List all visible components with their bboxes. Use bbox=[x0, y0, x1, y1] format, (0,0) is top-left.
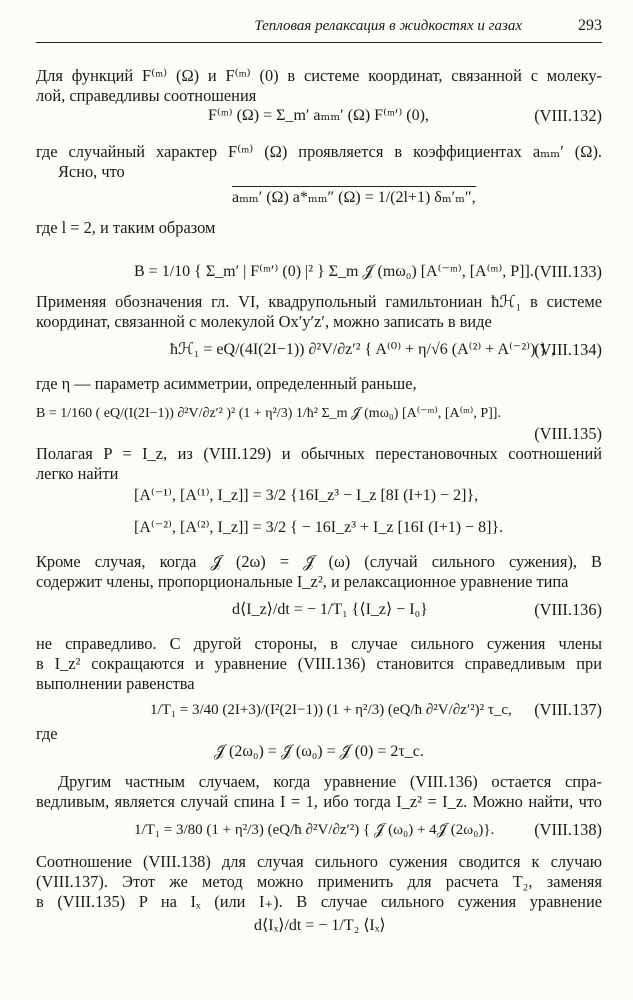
equation-number: (VIII.135) bbox=[534, 424, 602, 443]
text-line: Применяя обозначения гл. VI, квадрупольный гамильтониан ħℋ₁ в системе bbox=[36, 292, 602, 311]
equation-number: (VIII.138) bbox=[534, 820, 602, 839]
text-line: Ясно, что bbox=[58, 162, 125, 181]
equation-spectral-density: 𝒥̃ (2ω₀) = 𝒥̃ (ω₀) = 𝒥̃ (0) = 2τ_c. bbox=[214, 743, 424, 760]
equation-134: ħℋ₁ = eQ/(4I(2I−1)) ∂²V/∂z′² { A⁽⁰⁾ + η/√6 (A⁽²⁾ + A⁽⁻²⁾) } , bbox=[170, 341, 556, 358]
equation-commutator-2: [A⁽⁻²⁾, [A⁽²⁾, I_z]] = 3/2 { − 16I_z³ + I_z [16I (I+1) − 8]}. bbox=[134, 519, 504, 536]
running-header bbox=[36, 14, 602, 43]
text-line: координат, связанной с молекулой Ox′y′z′, можно записать в виде bbox=[36, 312, 492, 331]
text-line: выполнении равенства bbox=[36, 674, 195, 693]
header-title: Тепловая релаксация в жидкостях и газах bbox=[254, 18, 522, 34]
text-line: лой, справедливы соотношения bbox=[36, 86, 257, 105]
page-number: 293 bbox=[578, 17, 602, 34]
equation-137: 1/T₁ = 3/40 (2I+3)/(I²(2I−1)) (1 + η²/3) (eQ/ħ ∂²V/∂z′²)² τ_c, bbox=[150, 702, 512, 718]
equation-number: (VIII.137) bbox=[534, 700, 602, 719]
text-line: где l = 2, и таким образом bbox=[36, 218, 216, 237]
equation-number: (VIII.132) bbox=[534, 106, 602, 125]
text-line: в (VIII.135) P на Iₓ (или I₊). В случае сильного сужения уравнение bbox=[36, 892, 602, 911]
text-line: где η — параметр асимметрии, определенный раньше, bbox=[36, 374, 417, 393]
text-line: Соотношение (VIII.138) для случая сильного сужения сводится к случаю bbox=[36, 852, 602, 871]
text-line: (VIII.137). Этот же метод можно применить для расчета T₂, заменяя bbox=[36, 872, 602, 891]
text-line: Для функций F⁽ᵐ⁾ (Ω) и F⁽ᵐ⁾ (0) в системе координат, связанной с молеку- bbox=[36, 66, 602, 85]
text-line: ведливым, является случай спина I = 1, ибо тогда I_z² = I_z. Можно найти, что bbox=[36, 792, 603, 811]
equation-number: (VIII.136) bbox=[534, 600, 602, 619]
equation-ensemble-average: aₘₘ′ (Ω) a*ₘₘ″ (Ω) = 1/(2l+1) δₘ′ₘ″, bbox=[232, 186, 476, 208]
equation-133: B = 1/10 { Σ_m′ | F⁽ᵐ′⁾ (0) |² } Σ_m 𝒥̃ (mω₀) [A⁽⁻ᵐ⁾, [A⁽ᵐ⁾, P]]. bbox=[134, 263, 534, 280]
equation-t2: d⟨Iₓ⟩/dt = − 1/T₂ ⟨Iₓ⟩ bbox=[254, 917, 386, 934]
equation-135: B = 1/160 ( eQ/(I(2I−1)) ∂²V/∂z′² )² (1 + η²/3) 1/ħ² Σ_m 𝒥̃ (mω₀) [A⁽⁻ᵐ⁾, [A⁽ᵐ⁾, P]]. bbox=[36, 406, 501, 421]
text-line: не справедливо. С другой стороны, в случае сильного сужения члены bbox=[36, 634, 602, 653]
equation-138: 1/T₁ = 3/80 (1 + η²/3) (eQ/ħ ∂²V/∂z′²) { 𝒥̃ (ω₀) + 4𝒥̃ (2ω₀)}. bbox=[134, 822, 495, 838]
text-line: Другим частным случаем, когда уравнение (VIII.136) остается спра- bbox=[58, 772, 602, 791]
equation-commutator-1: [A⁽⁻¹⁾, [A⁽¹⁾, I_z]] = 3/2 {16I_z³ − I_z [8I (I+1) − 2]}, bbox=[134, 487, 479, 504]
text-line: где случайный характер F⁽ᵐ⁾ (Ω) проявляется в коэффициентах aₘₘ′ (Ω). bbox=[36, 142, 602, 161]
text-line: в I_z² сокращаются и уравнение (VIII.136) становится справедливым при bbox=[36, 654, 602, 673]
equation-132: F⁽ᵐ⁾ (Ω) = Σ_m′ aₘₘ′ (Ω) F⁽ᵐ′⁾ (0), bbox=[208, 107, 429, 124]
text-line: где bbox=[36, 724, 58, 743]
text-line: Кроме случая, когда 𝒥̃ (2ω) = 𝒥̃ (ω) (случай сильного сужения), B bbox=[36, 552, 602, 571]
equation-number: (VIII.133) bbox=[534, 262, 602, 281]
text-line: Полагая P = I_z, из (VIII.129) и обычных перестановочных соотношений bbox=[36, 444, 602, 463]
text-line: содержит члены, пропорциональные I_z², и релаксационное уравнение типа bbox=[36, 572, 569, 591]
text-line: легко найти bbox=[36, 464, 119, 483]
equation-number: (VIII.134) bbox=[534, 340, 602, 359]
equation-136: d⟨I_z⟩/dt = − 1/T₁ {⟨I_z⟩ − I₀} bbox=[232, 601, 428, 618]
